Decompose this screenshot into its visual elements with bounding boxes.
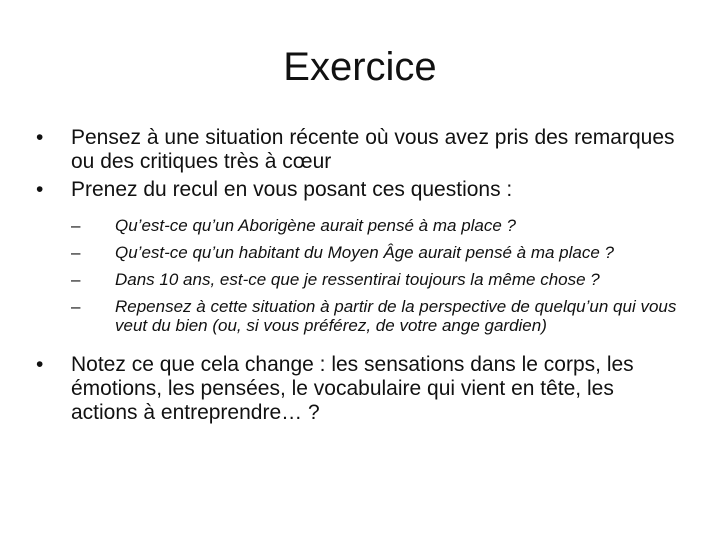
bullet-item xyxy=(36,126,686,174)
sub-bullet-item xyxy=(36,243,686,262)
sub-bullet-text: Repensez à cette situation à partir de la perspective de quelqu’un qui vous veut du bien (ou, si vous préférez, de votre ange gardien) xyxy=(115,297,677,335)
bullet-item xyxy=(36,353,686,425)
bullet-text: Pensez à une situation récente où vous avez pris des remarques ou des critiques très à cœur xyxy=(71,126,675,173)
bullet-item xyxy=(36,178,686,202)
slide-title: Exercice xyxy=(283,45,437,89)
sub-bullet-item xyxy=(36,297,686,335)
sub-bullet-marker: – xyxy=(71,216,81,235)
sub-bullet-item xyxy=(36,270,686,289)
sub-bullet-marker: – xyxy=(71,270,81,289)
sub-bullet-text: Qu’est-ce qu’un Aborigène aurait pensé à ma place ? xyxy=(115,216,517,235)
bullet-text: Prenez du recul en vous posant ces questions : xyxy=(71,178,513,201)
sub-bullet-marker: – xyxy=(71,297,81,316)
bullet-marker: • xyxy=(36,126,44,149)
sub-bullet-text: Dans 10 ans, est-ce que je ressentirai toujours la même chose ? xyxy=(115,270,600,289)
sub-bullet-text: Qu’est-ce qu’un habitant du Moyen Âge aurait pensé à ma place ? xyxy=(115,243,614,262)
slide-content xyxy=(36,126,686,425)
sub-bullet-list xyxy=(36,216,686,335)
bullet-marker: • xyxy=(36,353,44,376)
sub-bullet-marker: – xyxy=(71,243,81,262)
sub-bullet-item xyxy=(36,216,686,235)
bullet-marker: • xyxy=(36,178,44,201)
bullet-text: Notez ce que cela change : les sensations dans le corps, les émotions, les pensées, le vocabulaire qui vient en tête, les actions à entreprendre… ? xyxy=(71,353,634,424)
